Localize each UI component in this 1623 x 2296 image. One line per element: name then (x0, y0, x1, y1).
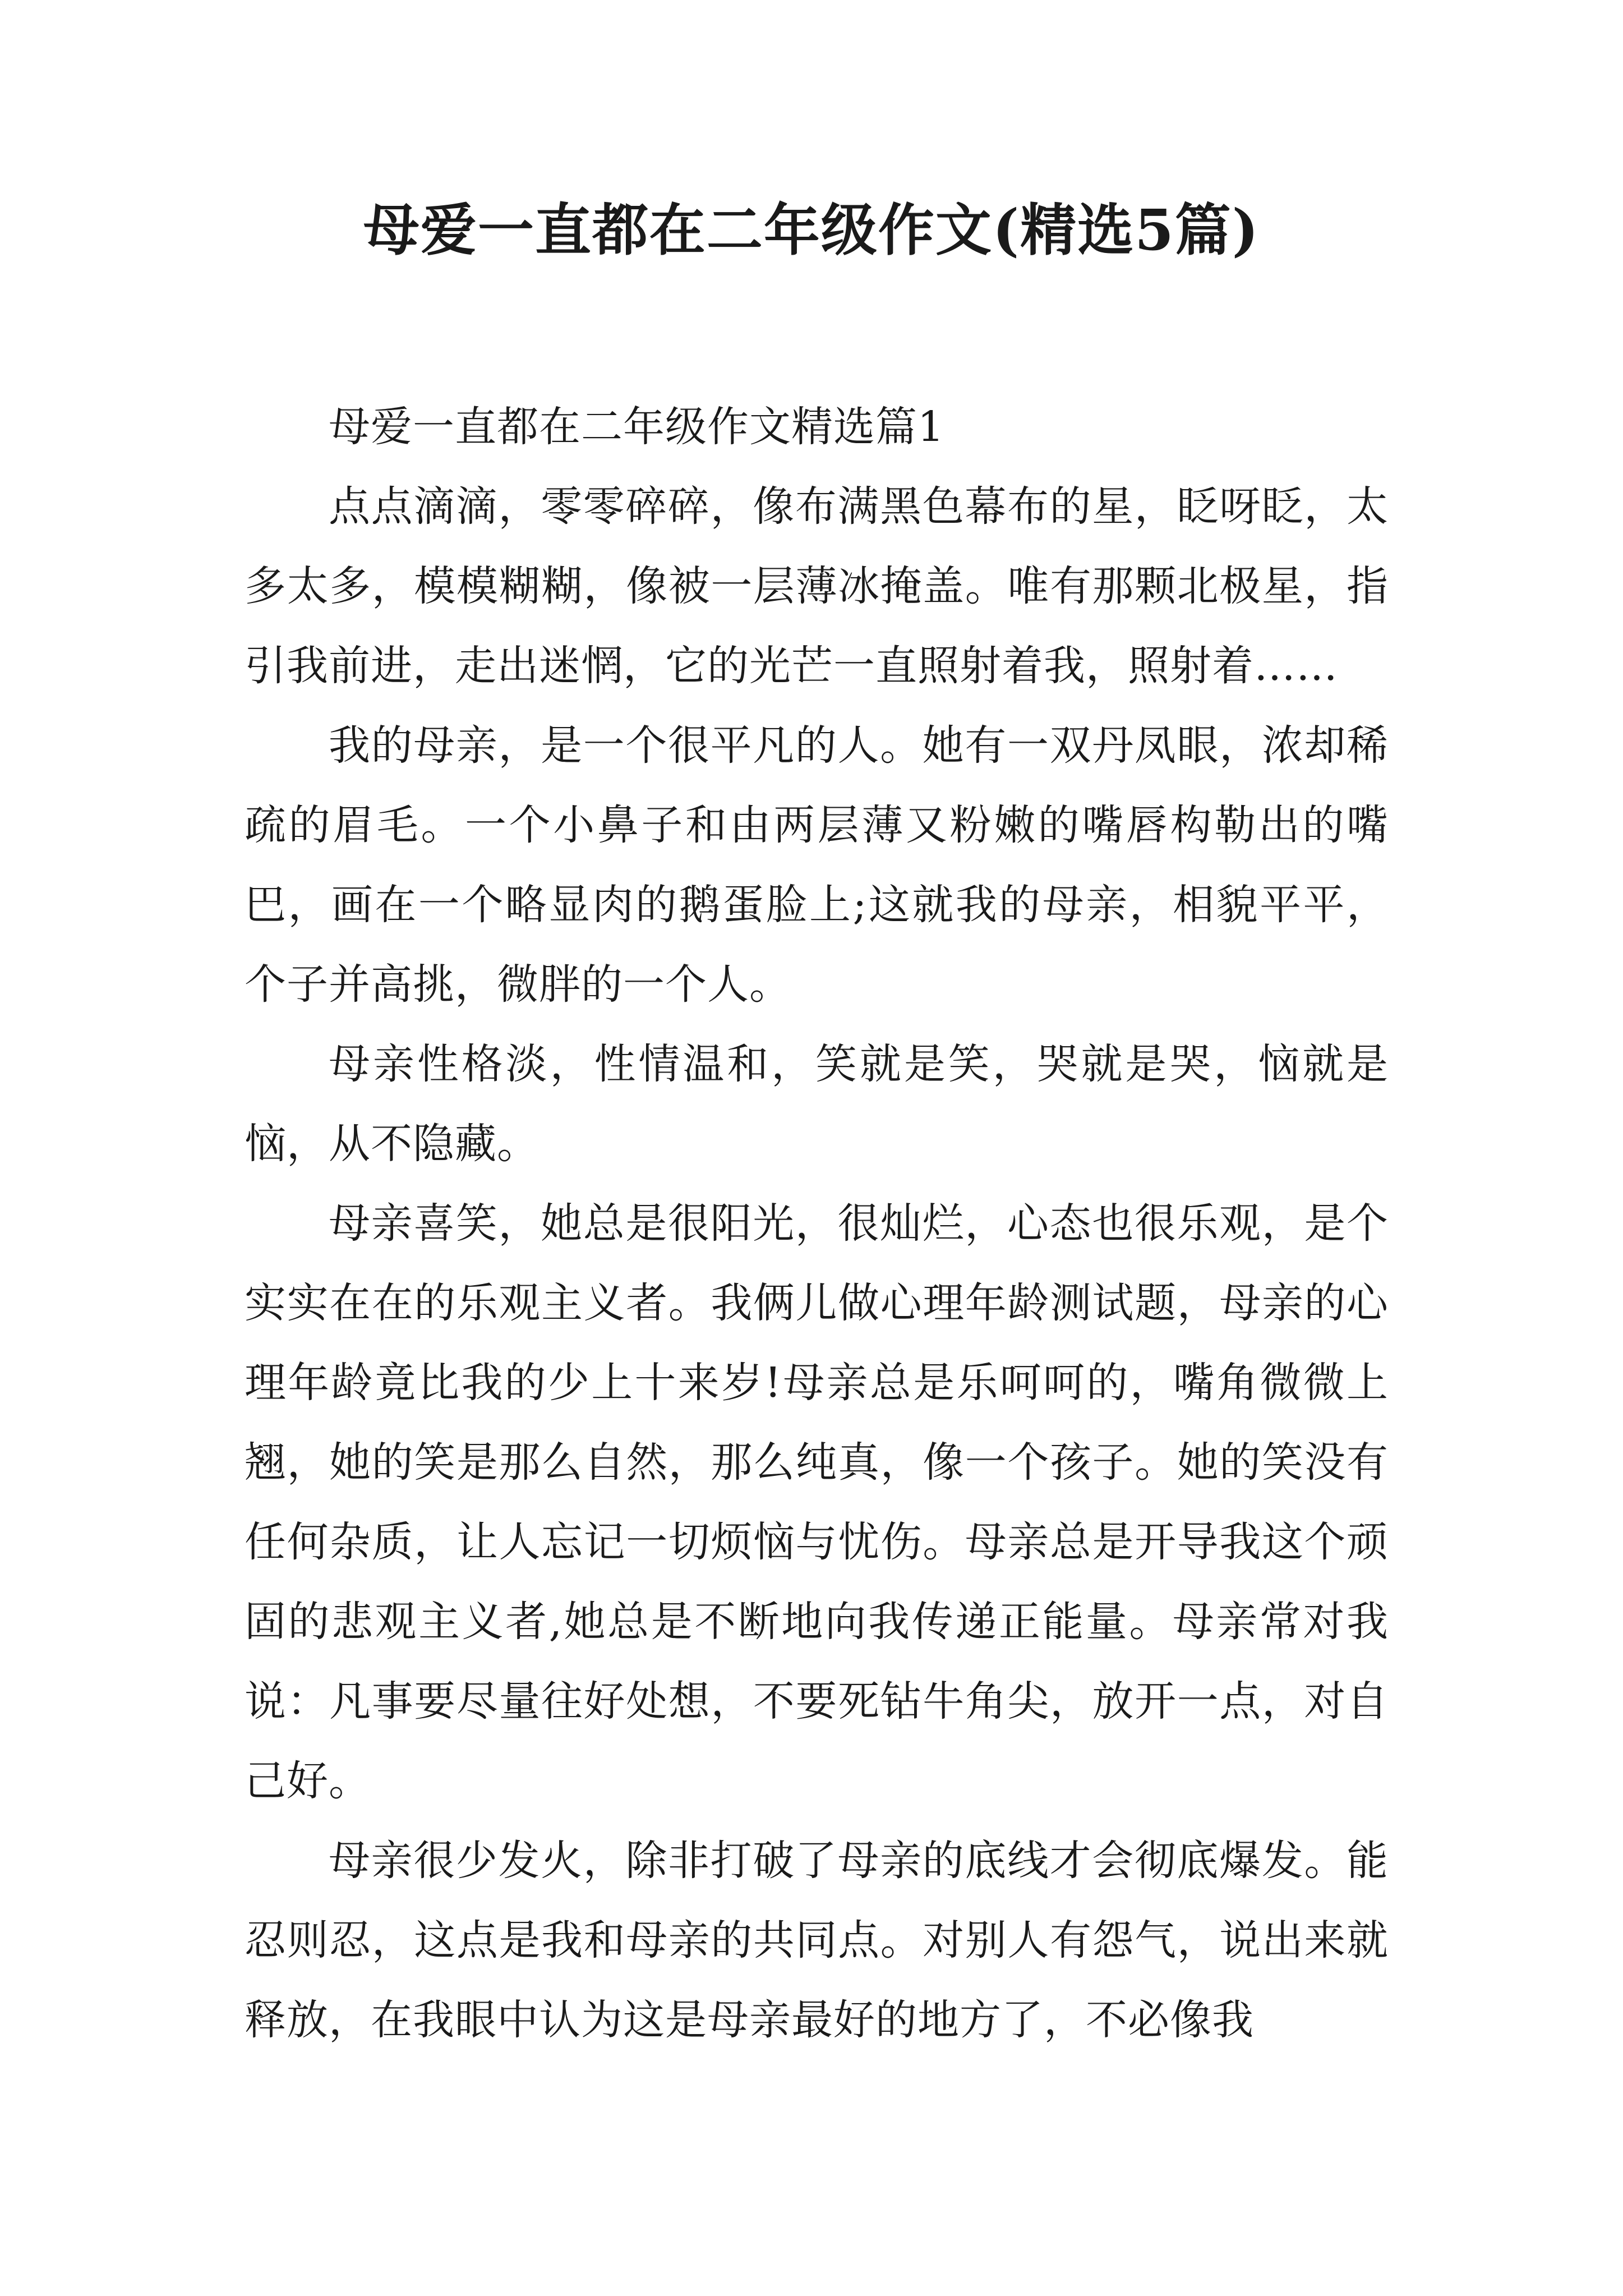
document-title: 母爱一直都在二年级作文(精选5篇) (363, 197, 1260, 263)
paragraph-5: 母亲很少发火，除非打破了母亲的底线才会彻底爆发。能忍则忍，这点是我和母亲的共同点。对别人有怨气，说出来就释放，在我眼中认为这是母亲最好的地方了，不必像我 (245, 1837, 1389, 2044)
paragraph-2: 我的母亲，是一个很平凡的人。她有一双丹凤眼，浓却稀疏的眉毛。一个小鼻子和由两层薄又粉嫩的嘴唇构勒出的嘴巴，画在一个略显肉的鹅蛋脸上;这就我的母亲，相貌平平，个子并高挑，微胖的一个人。 (245, 721, 1389, 1009)
paragraph-4: 母亲喜笑，她总是很阳光，很灿烂，心态也很乐观，是个实实在在的乐观主义者。我俩儿做心理年龄测试题，母亲的心理年龄竟比我的少上十来岁!母亲总是乐呵呵的，嘴角微微上翘，她的笑是那么自然，那么纯真，像一个孩子。她的笑没有任何杂质，让人忘记一切烦恼与忧伤。母亲总是开导我这个顽固的悲观主义者,她总是不断地向我传递正能量。母亲常对我说：凡事要尽量往好处想，不要死钻牛角尖，放开一点，对自己好。 (245, 1199, 1389, 1805)
paragraph-1: 点点滴滴，零零碎碎，像布满黑色幕布的星，眨呀眨，太多太多，模模糊糊，像被一层薄冰掩盖。唯有那颗北极星，指引我前进，走出迷惘，它的光芒一直照射着我，照射着…… (245, 482, 1389, 690)
paragraph-3: 母亲性格淡，性情温和，笑就是笑，哭就是哭，恼就是恼，从不隐藏。 (245, 1040, 1389, 1168)
document-body (245, 387, 1389, 2060)
section-heading: 母爱一直都在二年级作文精选篇1 (329, 403, 945, 451)
